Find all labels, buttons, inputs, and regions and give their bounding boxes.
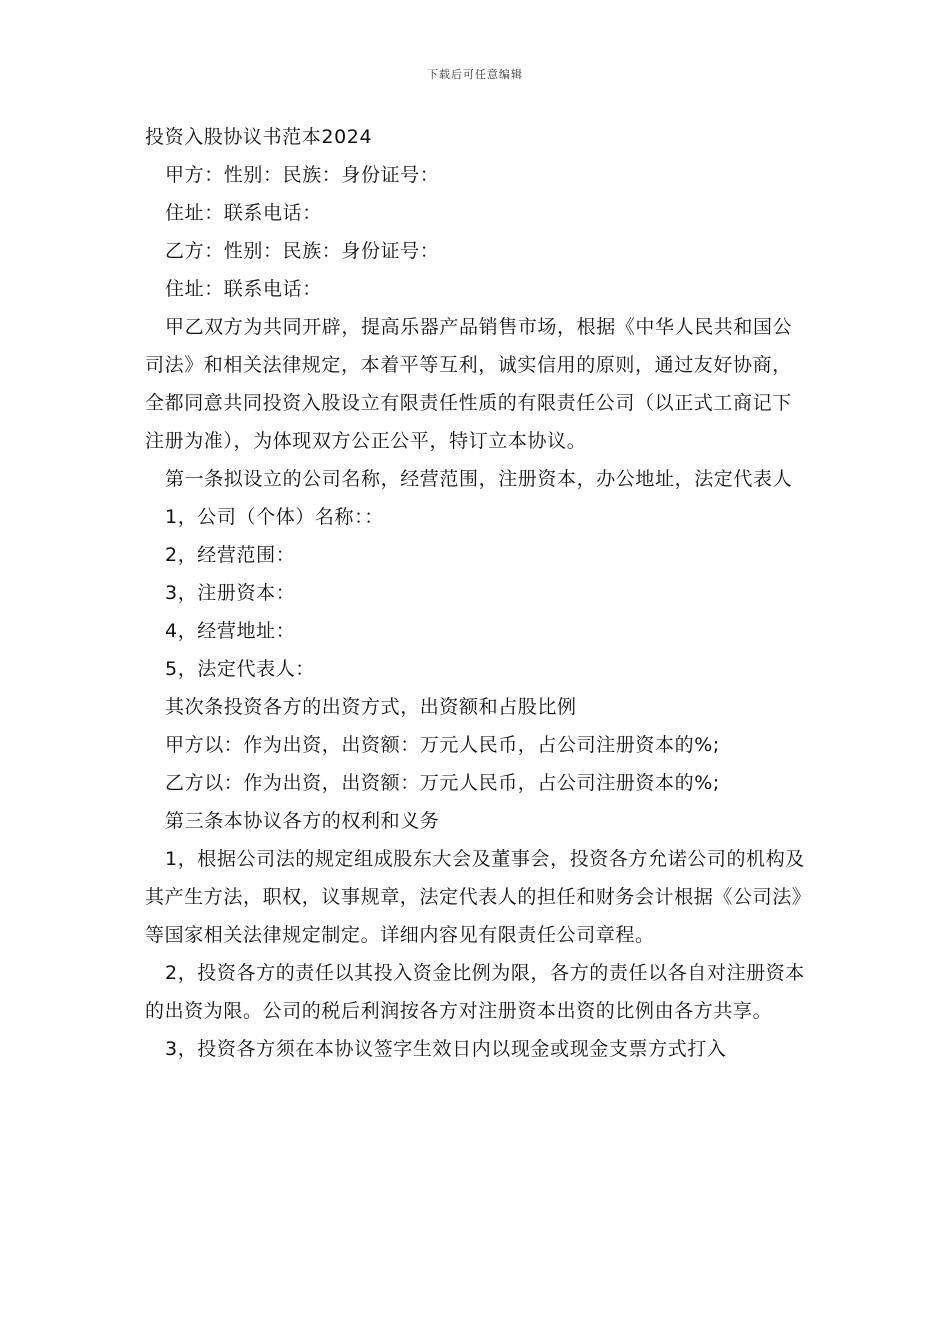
party-a-address: 住址：联系电话： xyxy=(165,202,322,224)
article-1-item: 1，公司（个体）名称：： xyxy=(165,506,384,528)
document-body xyxy=(145,118,807,1068)
article-1-item: 5，法定代表人： xyxy=(165,658,315,680)
article-2-title: 其次条投资各方的出资方式，出资额和占股比例 xyxy=(165,696,577,718)
article-3-item: 3，投资各方须在本协议签字生效日内以现金或现金支票方式打入 xyxy=(165,1038,727,1060)
article-3-title: 第三条本协议各方的权利和义务 xyxy=(165,810,440,832)
article-3-item: 2，投资各方的责任以其投入资金比例为限，各方的责任以各自对注册资本的出资为限。公司的税后利润按各方对注册资本出资的比例由各方共享。 xyxy=(145,962,805,1022)
article-2-item: 乙方以：作为出资，出资额：万元人民币，占公司注册资本的%; xyxy=(165,772,720,794)
preamble-paragraph: 甲乙双方为共同开辟，提高乐器产品销售市场，根据《中华人民共和国公司法》和相关法律规定，本着平等互利，诚实信用的原则，通过友好协商，全都同意共同投资入股设立有限责任性质的有限责任公司（以正式工商记下注册为准），为体现双方公正公平，特订立本协议。 xyxy=(145,316,793,452)
party-b-address: 住址：联系电话： xyxy=(165,278,322,300)
article-3-item: 1，根据公司法的规定组成股东大会及董事会，投资各方允诺公司的机构及其产生方法，职权，议事规章，法定代表人的担任和财务会计根据《公司法》等国家相关法律规定制定。详细内容见有限责任公司章程。 xyxy=(145,848,805,946)
party-a-info: 甲方：性别：民族：身份证号： xyxy=(165,164,440,186)
article-2-item: 甲方以：作为出资，出资额：万元人民币，占公司注册资本的%; xyxy=(165,734,720,756)
document-title: 投资入股协议书范本2024 xyxy=(145,126,373,148)
page-header-note: 下载后可任意编辑 xyxy=(427,68,523,81)
article-1-item: 3，注册资本： xyxy=(165,582,296,604)
article-1-item: 2，经营范围： xyxy=(165,544,296,566)
article-1-item: 4，经营地址： xyxy=(165,620,296,642)
article-1-title: 第一条拟设立的公司名称，经营范围，注册资本，办公地址，法定代表人 xyxy=(165,468,793,490)
party-b-info: 乙方：性别：民族：身份证号： xyxy=(165,240,440,262)
